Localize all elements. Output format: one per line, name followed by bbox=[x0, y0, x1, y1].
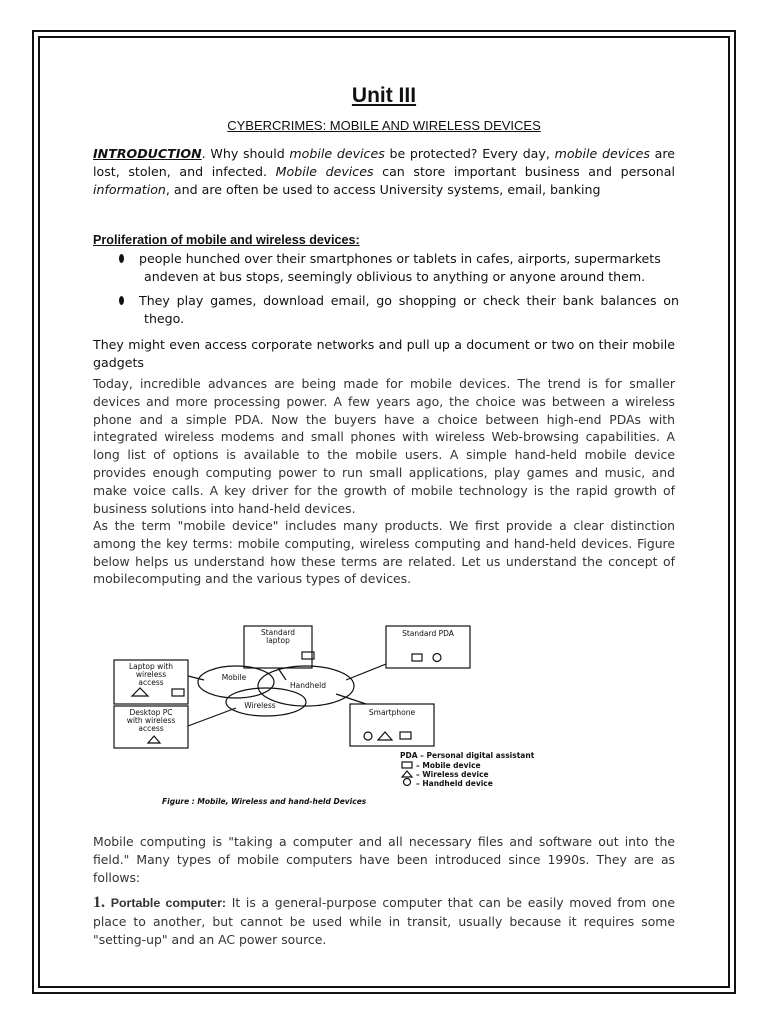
laptop-wireless-label-3: access bbox=[138, 678, 164, 687]
introduction-paragraph bbox=[93, 145, 675, 199]
bullet-1-line-1: people hunched over their smartphones or tablets in cafes, airports, supermarkets bbox=[139, 251, 661, 266]
legend-handheld: – Handheld device bbox=[416, 779, 493, 788]
mobile-device-icon bbox=[172, 689, 184, 696]
intro-line-1: . Why should mobile devices be protected? Every day, mobile devices are bbox=[201, 146, 676, 161]
portable-computer-paragraph bbox=[93, 894, 675, 948]
para2-line: business solutions into hand-held devices. bbox=[93, 500, 356, 516]
item-number: 1. bbox=[93, 894, 105, 911]
para3-line: among the key terms: mobile computing, wireless computing and hand-held devices. Figure bbox=[93, 535, 675, 551]
para4-line: field." Many types of mobile computers have been introduced since 1990s. They are as bbox=[93, 851, 675, 867]
para4-line: follows: bbox=[93, 869, 141, 885]
para2-line: Today, incredible advances are being made for mobile devices. The trend is for smaller bbox=[93, 376, 675, 391]
wireless-ellipse-label: Wireless bbox=[244, 701, 276, 710]
para2-line: integrated wireless modems and small phones with wireless Web-browsing capabilities. A bbox=[93, 429, 675, 445]
para2-line: devices and more processing power. A few years ago, the choice was between a wireless bbox=[93, 393, 675, 409]
mobile-computing-paragraph bbox=[93, 833, 675, 886]
para1-line-1: They might even access corporate networks and pull up a document or two on their mobile bbox=[93, 337, 675, 352]
legend-wireless: – Wireless device bbox=[416, 770, 489, 779]
corporate-networks-paragraph bbox=[93, 336, 675, 372]
standard-pda-label: Standard PDA bbox=[402, 629, 454, 638]
legend-mobile: – Mobile device bbox=[416, 761, 481, 770]
smartphone-label: Smartphone bbox=[368, 708, 416, 717]
desktop-pc-label-2: with wireless bbox=[126, 716, 176, 725]
para2-line: make voice calls. A key driver for the growth of mobile technology is the rapid growth of bbox=[93, 482, 675, 498]
item1-line: It is a general-purpose computer that can be easily moved from one bbox=[226, 895, 675, 910]
standard-laptop-label-1: Standard bbox=[260, 628, 296, 637]
legend-handheld-icon bbox=[404, 779, 411, 786]
wireless-device-icon bbox=[132, 688, 148, 696]
mobile-ellipse-label: Mobile bbox=[221, 673, 247, 682]
mobile-device-term-paragraph bbox=[93, 517, 675, 588]
desktop-pc-label-3: access bbox=[138, 724, 164, 733]
proliferation-heading: Proliferation of mobile and wireless devices: bbox=[93, 233, 360, 247]
connector-line bbox=[188, 676, 204, 680]
wireless-device-icon bbox=[378, 732, 392, 740]
handheld-ellipse-label: Handheld bbox=[290, 681, 326, 690]
figure-caption: Figure : Mobile, Wireless and hand-held Devices bbox=[162, 797, 367, 806]
advances-paragraph bbox=[93, 375, 675, 517]
mobile-device-icon bbox=[400, 732, 411, 739]
intro-line-3: information, and are often be used to access University systems, email, banking bbox=[93, 182, 601, 197]
connector-line bbox=[336, 694, 366, 704]
laptop-wireless-label-2: wireless bbox=[135, 670, 167, 679]
para2-line: phone and a simple PDA. Now the buyers have a choice between high-end PDAs with bbox=[93, 411, 675, 427]
para3-line: As the term "mobile device" includes many products. We first provide a clear distinction bbox=[93, 518, 675, 533]
handheld-device-icon bbox=[433, 654, 441, 662]
intro-line-2: lost, stolen, and infected. Mobile devices can store important business and personal bbox=[93, 164, 675, 179]
devices-diagram bbox=[96, 614, 535, 814]
laptop-wireless-label-1: Laptop with bbox=[128, 662, 174, 671]
connector-line bbox=[278, 668, 286, 680]
legend-wireless-icon bbox=[402, 771, 412, 777]
introduction-heading: INTRODUCTION bbox=[93, 146, 202, 161]
standard-laptop-label-2: laptop bbox=[266, 636, 290, 645]
handheld-device-icon bbox=[364, 732, 372, 740]
item1-line: place to another, but cannot be used while in transit, usually because it requires some bbox=[93, 913, 675, 929]
legend-mobile-icon bbox=[402, 762, 412, 768]
bullet-1-line-2: andeven at bus stops, seemingly oblivious to anything or anyone around them. bbox=[144, 269, 646, 284]
bullet-dot bbox=[119, 296, 124, 305]
connector-line bbox=[188, 708, 236, 726]
para2-line: long list of options is available to the mobile users. A simple hand-held mobile device bbox=[93, 447, 675, 463]
bullet-dot bbox=[119, 254, 124, 263]
desktop-pc-label-1: Desktop PC bbox=[129, 708, 173, 717]
bullet-2-line-1: They play games, download email, go shopping or check their bank balances on bbox=[139, 293, 679, 308]
para2-line: provides enough computing power to run small applications, play games and music, and bbox=[93, 464, 675, 480]
page-subtitle: CYBERCRIMES: MOBILE AND WIRELESS DEVICES bbox=[227, 118, 541, 133]
para4-line: Mobile computing is "taking a computer and all necessary files and software out into the bbox=[93, 834, 675, 849]
para3-line: below helps us understand how these terms are related. Let us understand the concept of bbox=[93, 553, 675, 569]
wireless-device-icon bbox=[148, 736, 160, 743]
para3-line: mobilecomputing and the various types of devices. bbox=[93, 571, 412, 587]
item1-line: "setting-up" and an AC power source. bbox=[93, 931, 327, 947]
page-title: Unit III bbox=[351, 84, 417, 107]
connector-line bbox=[346, 664, 386, 680]
legend-pda: PDA – Personal digital assistant bbox=[400, 751, 535, 760]
mobile-device-icon bbox=[412, 654, 422, 661]
para1-line-2: gadgets bbox=[93, 355, 144, 370]
item-label: Portable computer: bbox=[110, 896, 227, 910]
bullet-2-line-2: thego. bbox=[144, 311, 185, 326]
